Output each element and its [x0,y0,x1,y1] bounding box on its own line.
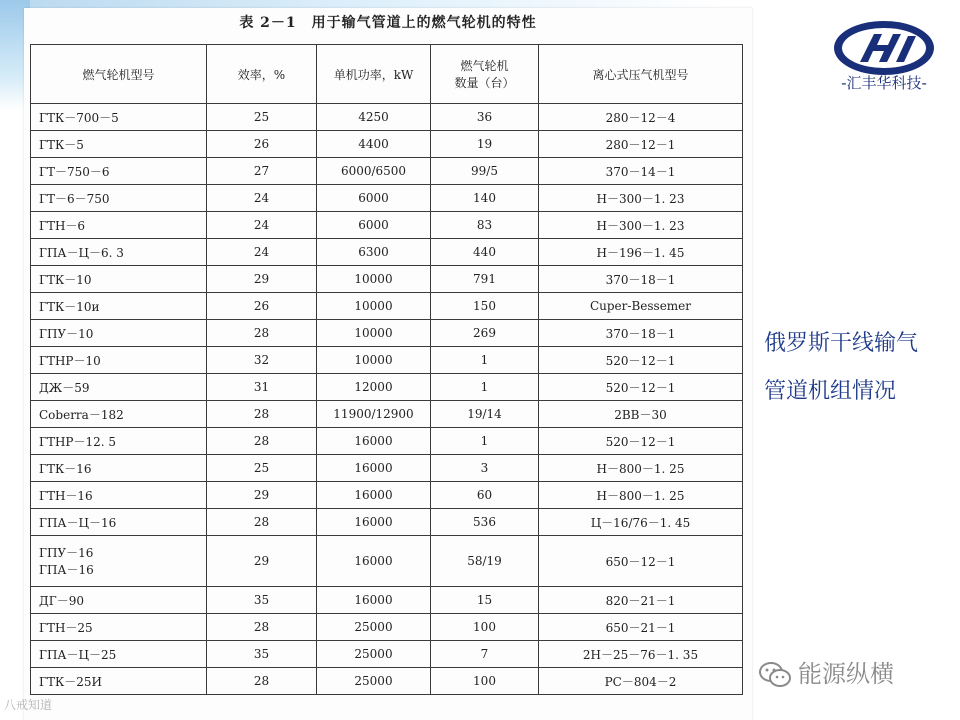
cell-efficiency: 24 [207,212,317,239]
table-row [31,614,743,641]
company-logo-text: -汇丰华科技- [841,74,927,92]
cell-model: ГТК－10 [31,266,207,293]
cell-compressor: Ц－16/76－1. 45 [539,509,743,536]
cell-efficiency: 25 [207,455,317,482]
cell-power: 6300 [317,239,431,266]
cell-efficiency: 24 [207,185,317,212]
cell-compressor: 520－12－1 [539,347,743,374]
side-caption-line-2: 管道机组情况 [764,379,897,404]
cell-model: ГТК－25И [31,668,207,695]
cell-power: 16000 [317,428,431,455]
cell-count: 7 [431,641,539,668]
cell-count: 140 [431,185,539,212]
cell-count: 19/14 [431,401,539,428]
cell-count: 36 [431,104,539,131]
cell-efficiency: 35 [207,641,317,668]
cell-model: ГТ－750－6 [31,158,207,185]
col-header-efficiency: 效率，% [207,45,317,104]
cell-power: 6000/6500 [317,158,431,185]
cell-count: 19 [431,131,539,158]
table-row [31,185,743,212]
cell-model: ГТК－16 [31,455,207,482]
cell-compressor: 520－12－1 [539,428,743,455]
cell-count: 791 [431,266,539,293]
cell-power: 4250 [317,104,431,131]
cell-model: ГТН－25 [31,614,207,641]
cell-count: 536 [431,509,539,536]
table-row [31,482,743,509]
cell-compressor: 820－21－1 [539,587,743,614]
table-row [31,239,743,266]
table-row [31,587,743,614]
cell-model: ГТК－5 [31,131,207,158]
table-row [31,374,743,401]
cell-power: 16000 [317,509,431,536]
cell-count: 269 [431,320,539,347]
cell-power: 12000 [317,374,431,401]
cell-compressor: 520－12－1 [539,374,743,401]
table-row [31,266,743,293]
cell-power: 10000 [317,320,431,347]
cell-compressor: 650－21－1 [539,614,743,641]
scanned-table-document [24,8,752,720]
cell-efficiency: 27 [207,158,317,185]
table-row [31,320,743,347]
table-row [31,131,743,158]
cell-power: 11900/12900 [317,401,431,428]
cell-efficiency: 28 [207,428,317,455]
cell-power: 16000 [317,536,431,587]
cell-efficiency: 31 [207,374,317,401]
cell-count: 1 [431,347,539,374]
cell-efficiency: 35 [207,587,317,614]
cell-efficiency: 28 [207,401,317,428]
cell-power: 16000 [317,482,431,509]
table-row [31,641,743,668]
cell-power: 10000 [317,347,431,374]
col-header-power: 单机功率，kW [317,45,431,104]
cell-efficiency: 29 [207,482,317,509]
cell-efficiency: 29 [207,536,317,587]
cell-model: ГТН－6 [31,212,207,239]
cell-compressor: H－800－1. 25 [539,482,743,509]
cell-power: 10000 [317,293,431,320]
table-row [31,455,743,482]
table-body [31,104,743,695]
col-header-model: 燃气轮机型号 [31,45,207,104]
cell-count: 100 [431,668,539,695]
cell-efficiency: 28 [207,509,317,536]
cell-compressor: H－300－1. 23 [539,185,743,212]
cell-power: 6000 [317,212,431,239]
side-caption-line-1: 俄罗斯干线输气 [764,331,919,356]
wechat-icon [758,661,792,689]
cell-power: 25000 [317,668,431,695]
table-row [31,212,743,239]
table-row [31,536,743,587]
cell-compressor: 2BB－30 [539,401,743,428]
cell-power: 10000 [317,266,431,293]
cell-count: 15 [431,587,539,614]
cell-count: 1 [431,374,539,401]
table-title: 表 2－1 用于输气管道上的燃气轮机的特性 [239,15,537,31]
cell-efficiency: 26 [207,293,317,320]
cell-efficiency: 28 [207,668,317,695]
cell-model: ГПУ－10 [31,320,207,347]
cell-model: ДГ－90 [31,587,207,614]
cell-compressor: Cuper-Bessemer [539,293,743,320]
cell-compressor: H－800－1. 25 [539,455,743,482]
cell-compressor: PC－804－2 [539,668,743,695]
table-row [31,347,743,374]
col-header-count: 燃气轮机 数量（台） [431,45,539,104]
cell-power: 16000 [317,587,431,614]
table-row [31,104,743,131]
cell-model: ГТК－700－5 [31,104,207,131]
cell-count: 1 [431,428,539,455]
cell-model: ГТК－10и [31,293,207,320]
cell-compressor: 370－18－1 [539,266,743,293]
cell-compressor: H－300－1. 23 [539,212,743,239]
cell-efficiency: 29 [207,266,317,293]
cell-model: ГПУ－16 ГПА－16 [31,536,207,587]
side-caption [764,320,960,416]
cell-compressor: 280－12－1 [539,131,743,158]
cell-compressor: 280－12－4 [539,104,743,131]
cell-count: 3 [431,455,539,482]
table-header-row [31,45,743,104]
cell-efficiency: 28 [207,320,317,347]
cell-model: ГТ－6－750 [31,185,207,212]
cell-compressor: H－196－1. 45 [539,239,743,266]
cell-model: ГПА－Ц－16 [31,509,207,536]
watermark: 八戒知道 [4,698,53,712]
cell-count: 99/5 [431,158,539,185]
cell-count: 83 [431,212,539,239]
col-header-compressor: 离心式压气机型号 [539,45,743,104]
cell-model: ГПА－Ц－25 [31,641,207,668]
wechat-account-name: 能源纵横 [798,660,894,688]
cell-compressor: 370－18－1 [539,320,743,347]
table-row [31,509,743,536]
cell-model: ГТН－16 [31,482,207,509]
cell-power: 16000 [317,455,431,482]
cell-efficiency: 24 [207,239,317,266]
cell-count: 60 [431,482,539,509]
cell-compressor: 2H－25－76－1. 35 [539,641,743,668]
cell-count: 100 [431,614,539,641]
cell-efficiency: 25 [207,104,317,131]
cell-model: Coberra－182 [31,401,207,428]
cell-count: 440 [431,239,539,266]
table-row [31,158,743,185]
wechat-account [758,654,958,688]
cell-count: 150 [431,293,539,320]
table-row [31,401,743,428]
cell-power: 25000 [317,614,431,641]
cell-compressor: 370－14－1 [539,158,743,185]
cell-model: ГТНР－12. 5 [31,428,207,455]
cell-power: 4400 [317,131,431,158]
cell-power: 6000 [317,185,431,212]
table-row [31,428,743,455]
table-row [31,293,743,320]
cell-compressor: 650－12－1 [539,536,743,587]
turbine-table [30,44,743,695]
cell-efficiency: 26 [207,131,317,158]
cell-efficiency: 28 [207,614,317,641]
cell-model: ДЖ－59 [31,374,207,401]
cell-model: ГПА－Ц－6. 3 [31,239,207,266]
cell-power: 25000 [317,641,431,668]
table-row [31,668,743,695]
cell-model: ГТНР－10 [31,347,207,374]
cell-count: 58/19 [431,536,539,587]
cell-efficiency: 32 [207,347,317,374]
